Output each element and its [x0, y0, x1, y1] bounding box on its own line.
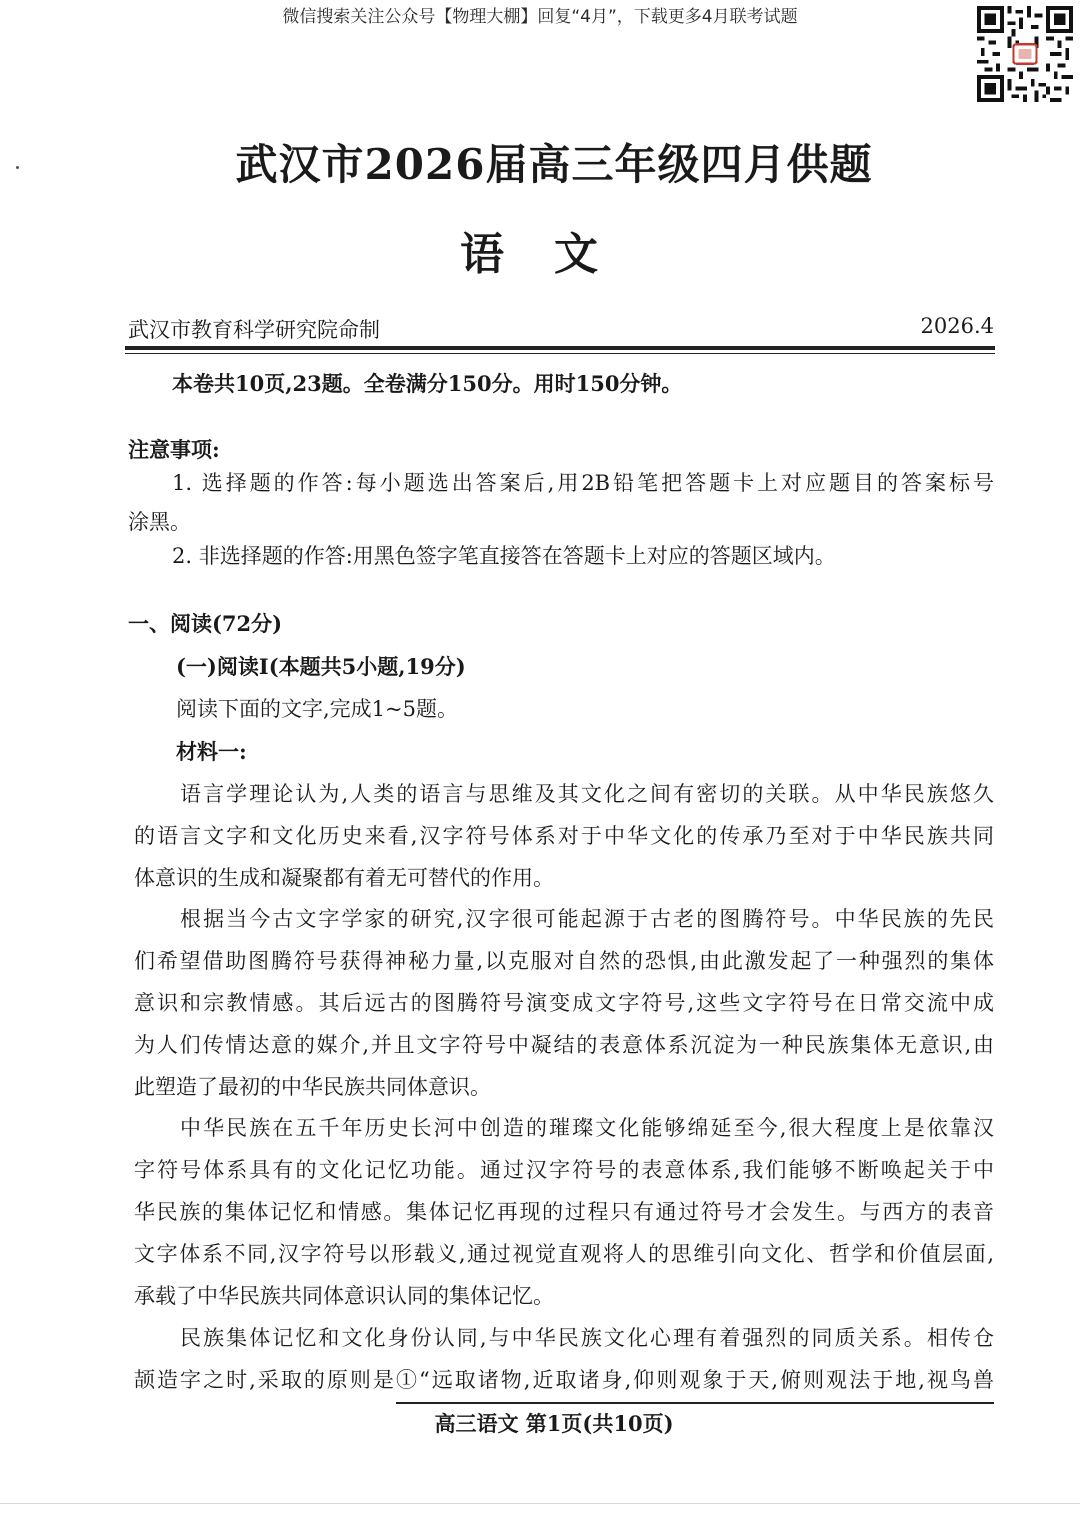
subject-text: 语文 [460, 229, 648, 280]
issue-date: 2026.4 [920, 314, 994, 338]
paragraph-line: 承载了中华民族共同体意识认同的集体记忆。 [134, 1284, 554, 1308]
paragraph-line: 根据当今古文字学家的研究,汉字很可能起源于古老的图腾符号。中华民族的先民 [180, 907, 994, 931]
underline-mark [396, 1402, 994, 1404]
promo-banner: 微信搜索关注公众号【物理大棚】回复“4月”，下载更多4月联考试题 [282, 7, 798, 27]
material-label: 材料一: [176, 739, 247, 764]
page-footer: 高三语文 第1页(共10页) [434, 1411, 674, 1436]
exam-summary: 本卷共10页,23题。全卷满分150分。用时150分钟。 [172, 371, 683, 396]
note-1-cont: 涂黑。 [128, 510, 191, 534]
paragraph-line: 民族集体记忆和文化身份认同,与中华民族文化心理有着强烈的同质关系。相传仓 [180, 1326, 994, 1350]
paragraph-line: 为人们传情达意的媒介,并且文字符号中凝结的表意体系沉淀为一种民族集体无意识,由 [134, 1033, 994, 1057]
section-heading: 一、阅读(72分) [128, 611, 283, 636]
reading-instruction: 阅读下面的文字,完成1~5题。 [176, 697, 458, 721]
paragraph-line: 颉造字之时,采取的原则是①“远取诸物,近取诸身,仰则观象于天,俯则观法于地,视鸟兽 [134, 1368, 994, 1392]
paragraph-line: 们希望借助图腾符号获得神秘力量,以克服对自然的恐惧,由此激发起了一种强烈的集体 [134, 949, 994, 973]
paragraph-line: 语言学理论认为,人类的语言与思维及其文化之间有密切的关联。从中华民族悠久 [180, 782, 994, 806]
subsection-heading: (一)阅读Ⅰ(本题共5小题,19分) [176, 654, 466, 679]
page-bottom-divider [0, 1503, 1080, 1504]
header-rule-thin [125, 353, 995, 354]
note-1: 1. 选择题的作答:每小题选出答案后,用2B铅笔把答题卡上对应题目的答案标号 [172, 471, 994, 495]
paragraph-line: 的语言文字和文化历史来看,汉字符号体系对于中华文化的传承乃至对于中华民族共同 [134, 824, 995, 848]
qr-code-icon [976, 6, 1074, 102]
paragraph-line: 体意识的生成和凝聚都有着无可替代的作用。 [134, 866, 554, 890]
issuer: 武汉市教育科学研究院命制 [128, 318, 380, 342]
subject-title [0, 218, 1080, 282]
paragraph-line: 中华民族在五千年历史长河中创造的璀璨文化能够绵延至今,很大程度上是依靠汉 [180, 1116, 994, 1140]
header-rule-thick [125, 346, 995, 350]
paragraph-line: 意识和宗教情感。其后远古的图腾符号演变成文字符号,这些文字符号在日常交流中成 [134, 991, 994, 1015]
notes-heading: 注意事项: [128, 437, 220, 462]
paragraph-line: 华民族的集体记忆和情感。集体记忆再现的过程只有通过符号才会发生。与西方的表音 [134, 1200, 994, 1224]
paragraph-line: 字符号体系具有的文化记忆功能。通过汉字符号的表意体系,我们能够不断唤起关于中 [134, 1158, 994, 1182]
paragraph-line: 此塑造了最初的中华民族共同体意识。 [134, 1075, 491, 1099]
exam-title: 武汉市2026届高三年级四月供题 [235, 140, 873, 189]
paragraph-line: 文字体系不同,汉字符号以形载义,通过视觉直观将人的思维引向文化、哲学和价值层面, [134, 1242, 994, 1266]
note-2: 2. 非选择题的作答:用黑色签字笔直接答在答题卡上对应的答题区域内。 [172, 544, 836, 568]
